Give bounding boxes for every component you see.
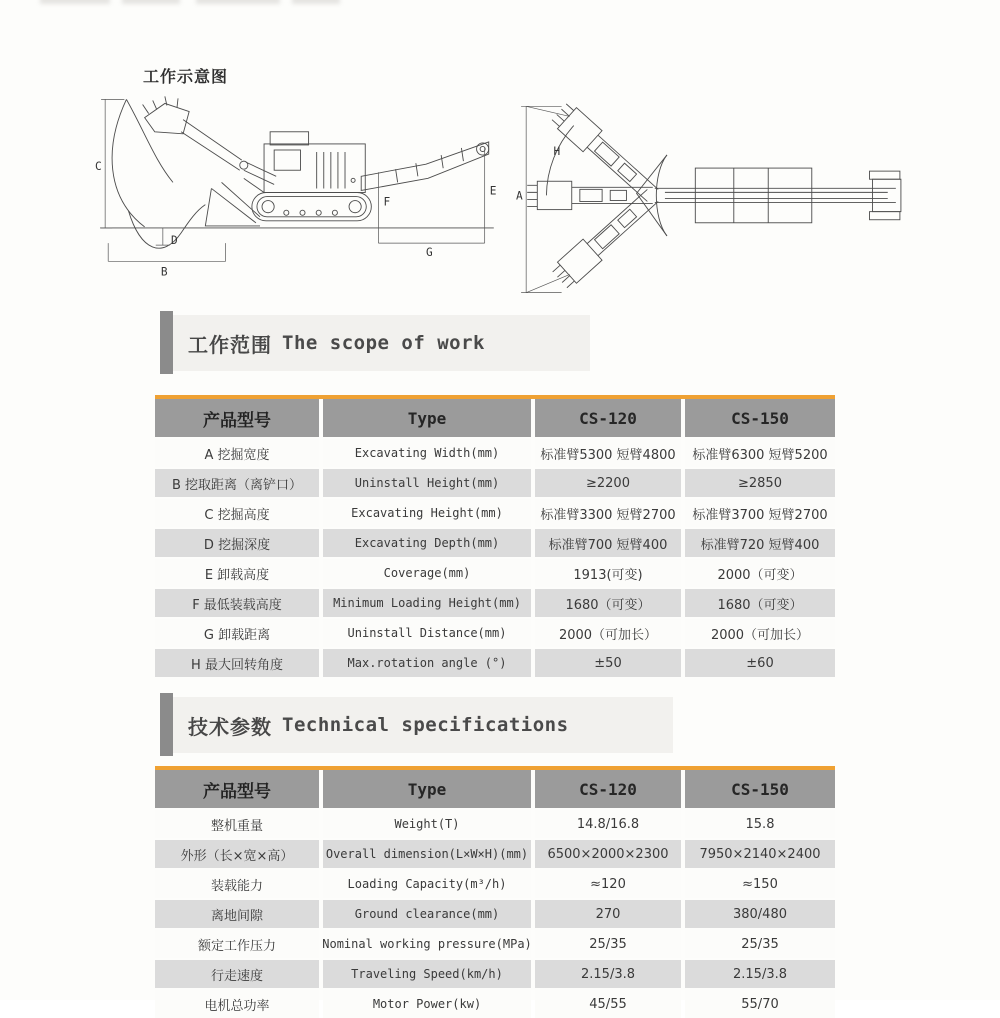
table-row [155,649,835,677]
table-body [155,439,835,677]
table-cell: Excavating Depth(mm) [323,529,531,557]
section-heading [173,697,673,753]
table-cell: 25/35 [685,930,835,958]
arm-left [527,181,653,209]
table-cell: 装载能力 [155,870,319,898]
table-header-row [155,395,835,437]
table-cell: Coverage(mm) [323,559,531,587]
table-cell: 2.15/3.8 [535,960,681,988]
table-cell: 380/480 [685,900,835,928]
table-row [155,870,835,898]
arm-lower [550,185,662,290]
table-cell: Traveling Speed(km/h) [323,960,531,988]
column-header-model: 产品型号 [155,399,319,437]
table-cell: Weight(T) [323,810,531,838]
table-cell: 外形（长×宽×高） [155,840,319,868]
dim-label-e: E [489,184,497,198]
table-row [155,559,835,587]
table-cell: Minimum Loading Height(mm) [323,589,531,617]
table-row [155,930,835,958]
scope-of-work-table [155,395,835,677]
table-cell: 270 [535,900,681,928]
dim-label-g: G [425,246,433,260]
dim-label-f: F [383,195,391,209]
table-cell: 额定工作压力 [155,930,319,958]
table-body [155,810,835,1018]
table-cell: G 卸载距离 [155,619,319,647]
table-cell: 2000（可加长） [535,619,681,647]
rotation-arc [546,126,573,196]
table-cell: Excavating Width(mm) [323,439,531,467]
table-cell: 行走速度 [155,960,319,988]
table-cell: ≥2200 [535,469,681,497]
dim-label-h: H [553,144,561,158]
dim-label-b: B [160,265,168,279]
column-header-cs150: CS-150 [685,399,835,437]
column-header-type: Type [323,399,531,437]
table-cell: ≈120 [535,870,681,898]
table-cell: 标准臂700 短臂400 [535,529,681,557]
table-row [155,990,835,1018]
top-view-diagram [513,92,908,310]
table-cell: ±50 [535,649,681,677]
dim-label-a: A [516,189,523,203]
dimension-lines [101,99,485,261]
dim-label-d: D [170,234,178,248]
column-header-type: Type [323,770,531,808]
table-cell: Uninstall Distance(mm) [323,619,531,647]
table-cell: E 卸载高度 [155,559,319,587]
table-cell: 标准臂720 短臂400 [685,529,835,557]
table-cell: 电机总功率 [155,990,319,1018]
table-cell: ≈150 [685,870,835,898]
table-cell: 离地间隙 [155,900,319,928]
bucket [145,103,190,133]
column-header-cs120: CS-120 [535,399,681,437]
table-cell: 整机重量 [155,810,319,838]
table-cell: Loading Capacity(m³/h) [323,870,531,898]
section-accent-bar [160,311,173,374]
dim-label-c: C [95,160,102,174]
conveyor [361,142,489,191]
section-accent-bar [160,693,173,756]
table-row [155,589,835,617]
table-cell: ±60 [685,649,835,677]
table-cell: 标准臂5300 短臂4800 [535,439,681,467]
table-cell: 标准臂6300 短臂5200 [685,439,835,467]
table-row [155,529,835,557]
table-cell: 25/35 [535,930,681,958]
section-heading-zh: 技术参数 [188,714,272,739]
table-cell: Max.rotation angle (°) [323,649,531,677]
table-header-row [155,766,835,808]
table-row [155,810,835,838]
side-view-diagram [92,90,512,295]
column-header-cs120: CS-120 [535,770,681,808]
deck [695,168,811,223]
table-cell: D 挖掘深度 [155,529,319,557]
section-heading-zh: 工作范围 [188,332,272,357]
table-row [155,439,835,467]
table-cell: Ground clearance(mm) [323,900,531,928]
table-row [155,499,835,527]
section-heading-en: The scope of work [282,332,485,354]
table-cell: 55/70 [685,990,835,1018]
table-cell: 标准臂3300 短臂2700 [535,499,681,527]
table-cell: 1680（可变） [685,589,835,617]
table-cell: Uninstall Height(mm) [323,469,531,497]
table-cell: 6500×2000×2300 [535,840,681,868]
table-cell: Excavating Height(mm) [323,499,531,527]
table-cell: 1680（可变） [535,589,681,617]
column-header-model: 产品型号 [155,770,319,808]
table-cell: ≥2850 [685,469,835,497]
table-cell: H 最大回转角度 [155,649,319,677]
table-cell: 15.8 [685,810,835,838]
table-cell: 2.15/3.8 [685,960,835,988]
table-row [155,469,835,497]
page-title: 工作示意图 [143,67,229,86]
table-cell: 14.8/16.8 [535,810,681,838]
table-cell: Motor Power(kw) [323,990,531,1018]
table-cell: 45/55 [535,990,681,1018]
table-cell: 2000（可加长） [685,619,835,647]
table-row [155,960,835,988]
table-cell: 7950×2140×2400 [685,840,835,868]
table-cell: 标准臂3700 短臂2700 [685,499,835,527]
table-cell: A 挖掘宽度 [155,439,319,467]
section-heading [173,315,590,371]
boom-arm [181,120,242,171]
table-row [155,900,835,928]
cropped-content-remnant [0,0,1000,7]
technical-specs-table [155,766,835,1018]
arm-upper [550,101,662,206]
table-cell: Nominal working pressure(MPa) [323,930,531,958]
section-heading-en: Technical specifications [282,714,569,736]
table-cell: Overall dimension(L×W×H)(mm) [323,840,531,868]
table-cell: F 最低装载高度 [155,589,319,617]
table-cell: 1913(可变) [535,559,681,587]
machine-body [264,144,365,193]
table-row [155,619,835,647]
table-cell: B 挖取距离（离铲口） [155,469,319,497]
column-header-cs150: CS-150 [685,770,835,808]
table-cell: 2000（可变） [685,559,835,587]
table-cell: C 挖掘高度 [155,499,319,527]
table-row [155,840,835,868]
